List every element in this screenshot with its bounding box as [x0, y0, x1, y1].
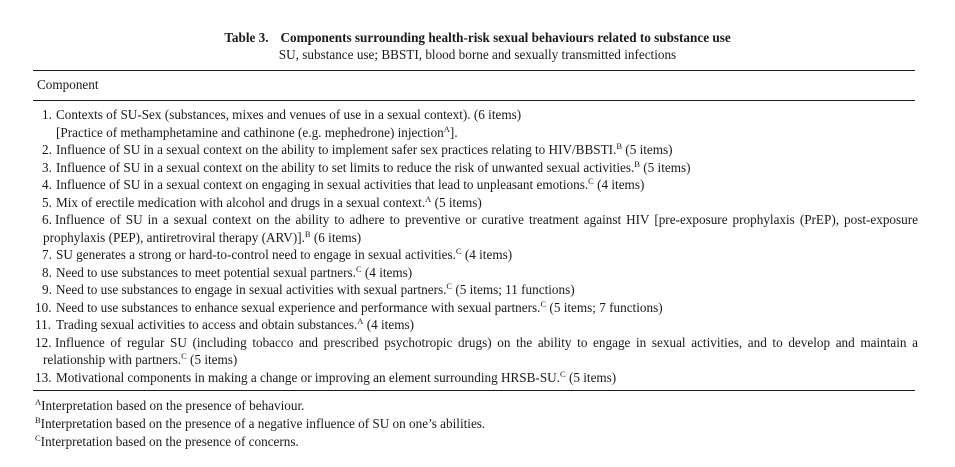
row-number: 8.: [42, 264, 52, 280]
row-number: 12.: [35, 334, 52, 350]
table-body: [35, 106, 918, 386]
table-caption: [0, 29, 955, 46]
row-text: SU generates a strong or hard-to-control need to engage in sexual activities.: [56, 247, 456, 262]
row-item-count: (4 items): [461, 247, 513, 262]
table-footnotes: [35, 397, 485, 451]
row-item-count: (6 items): [310, 229, 362, 245]
row-number: 3.: [42, 159, 52, 175]
row-item-count: (5 items): [639, 159, 691, 175]
footnote-marker: A: [425, 193, 432, 204]
row-text: Mix of erectile medication with alcohol and drugs in a sexual context.: [56, 194, 426, 210]
table-row: [35, 298, 918, 317]
footnote-marker: B: [304, 228, 311, 239]
table-title: Components surrounding health-risk sexual behaviours related to substance use: [280, 30, 731, 45]
row-number: 10.: [35, 299, 52, 315]
row-item-count: (5 items; 11 functions): [452, 282, 575, 297]
footnote-marker: C: [35, 433, 41, 443]
footnote-marker: C: [446, 281, 453, 291]
row-number: 13.: [35, 369, 52, 385]
row-text: Influence of regular SU (including tobacco and prescribed psychotropic drugs) on the ability to engage in sexual activities, and to develop and maintain a relationship with partners.: [43, 334, 918, 367]
footnote-marker: C: [181, 351, 187, 361]
table-label: Table 3.: [224, 30, 269, 45]
row-item-count: (4 items): [361, 264, 413, 280]
table-row: [43, 176, 918, 194]
footnote-text: Interpretation based on the presence of a negative influence of SU on one’s abilities.: [40, 416, 486, 431]
footnote-marker: A: [357, 316, 364, 326]
row-text: Influence of SU in a sexual context on the ability to set limits to reduce the risk of unwanted sexual activities.: [56, 159, 635, 175]
row-text: Motivational components in making a change or improving an element surrounding HRSB-SU.: [56, 369, 560, 385]
footnote-marker: A: [35, 397, 42, 407]
row-text-line: Contexts of SU-Sex (substances, mixes and venues of use in a sexual context). (6 items): [56, 107, 522, 122]
row-number: 6.: [42, 212, 52, 227]
row-number: 9.: [42, 282, 52, 297]
row-text: Need to use substances to meet potential sexual partners.: [56, 264, 356, 280]
table-row: [43, 159, 918, 177]
row-number: 7.: [42, 247, 52, 262]
row-number: 4.: [42, 177, 52, 192]
row-item-count: (4 items): [593, 177, 645, 192]
footnote-marker: C: [355, 263, 362, 274]
table-subtitle: SU, substance use; BBSTI, blood borne and sexually transmitted infections: [278, 47, 677, 62]
row-item-count: (5 items): [431, 194, 482, 210]
row-text: Influence of SU in a sexual context on the ability to adhere to preventive or curative treatment against HIV [pre-exposure prophylaxis (PrEP), post-exposure prophylaxis (PEP), antiretroviral therapy (ARV)].: [43, 212, 918, 245]
footnote-text: Interpretation based on the presence of behaviour.: [41, 398, 305, 413]
row-number: 2.: [42, 142, 52, 157]
footnote-marker: C: [455, 246, 462, 256]
footnote: [35, 397, 485, 415]
table-row: [43, 281, 918, 299]
table-row: [43, 106, 918, 141]
footnote-marker: B: [616, 141, 622, 151]
row-item-count: (5 items): [565, 369, 617, 385]
footnote-marker: C: [540, 298, 547, 309]
row-text: Need to use substances to engage in sexual activities with sexual partners.: [56, 282, 447, 297]
row-number: 1.: [42, 107, 52, 122]
bottom-rule: [33, 390, 915, 391]
row-number: 11.: [35, 317, 51, 332]
table-row: [35, 316, 918, 334]
table-row: [43, 246, 918, 264]
table-row: [43, 141, 918, 159]
table-row: [35, 334, 918, 369]
row-number: 5.: [42, 194, 52, 210]
row-item-count: (5 items): [622, 142, 673, 157]
table-row: [43, 211, 918, 246]
top-rule: [33, 70, 915, 71]
footnote: [35, 433, 485, 451]
footnote-marker: A: [443, 123, 450, 134]
header-rule: [33, 100, 915, 101]
row-item-count: (5 items; 7 functions): [546, 299, 663, 315]
row-text: Influence of SU in a sexual context on engaging in sexual activities that lead to unpleasant emotions.: [56, 177, 589, 192]
footnote-marker: B: [35, 415, 41, 425]
footnote-marker: C: [588, 176, 594, 186]
row-item-count: (4 items): [363, 317, 414, 332]
row-text: Influence of SU in a sexual context on the ability to implement safer sex practices relating to HIV/BBSTI.: [56, 142, 617, 157]
table-row: [35, 368, 918, 387]
row-text: Trading sexual activities to access and obtain substances.: [56, 317, 358, 332]
row-text-line: [Practice of methamphetamine and cathinone (e.g. mephedrone) injection$^A$].: [56, 123, 458, 140]
footnote-text: Interpretation based on the presence of concerns.: [40, 434, 299, 449]
row-text: Need to use substances to enhance sexual experience and performance with sexual partners.: [56, 299, 541, 315]
footnote-marker: C: [559, 368, 566, 379]
table-row: [43, 264, 918, 282]
row-item-count: (5 items): [186, 352, 238, 367]
footnote-marker: B: [634, 158, 640, 169]
table-row: [43, 194, 918, 212]
footnote: [35, 415, 485, 433]
column-header: Component: [37, 77, 99, 92]
